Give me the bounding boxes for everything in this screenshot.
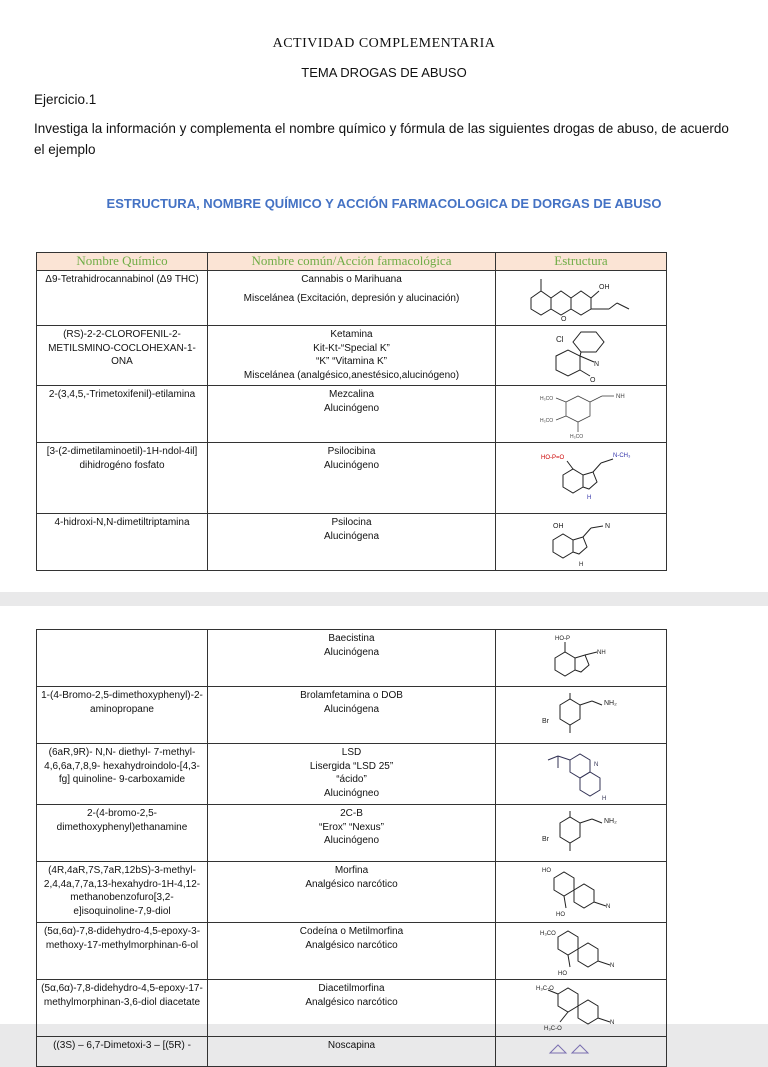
exercise-label: Ejercicio.1 bbox=[34, 92, 97, 107]
table-row bbox=[37, 1037, 667, 1067]
common-name-cell bbox=[208, 271, 496, 326]
common-name-line: Morfina bbox=[334, 865, 369, 876]
common-name-line: Cannabis o Marihuana bbox=[301, 274, 402, 285]
lsd-structure-icon bbox=[536, 746, 626, 802]
common-name-line: Baecistina bbox=[328, 633, 375, 644]
common-name-line: Alucinógena bbox=[323, 530, 380, 542]
common-name-cell bbox=[208, 386, 496, 443]
svg-text:N: N bbox=[610, 963, 615, 969]
svg-text:H₃CO: H₃CO bbox=[570, 434, 584, 440]
svg-text:H: H bbox=[602, 796, 607, 802]
svg-text:NH: NH bbox=[597, 650, 606, 656]
common-name-line: LSD bbox=[341, 747, 362, 758]
drugs-table-1 bbox=[36, 252, 667, 571]
document-subtitle: TEMA DROGAS DE ABUSO bbox=[301, 65, 467, 80]
common-name-line: Analgésico narcótico bbox=[305, 996, 398, 1008]
svg-text:H₃C-O: H₃C-O bbox=[536, 986, 554, 992]
svg-text:HO-P=O: HO-P=O bbox=[541, 455, 565, 461]
table-row bbox=[37, 805, 667, 862]
structure-cell bbox=[496, 630, 667, 687]
svg-text:OH: OH bbox=[599, 284, 610, 291]
section-title: ESTRUCTURA, NOMBRE QUÍMICO Y ACCIÓN FARMACOLOGICA DE DORGAS DE ABUSO bbox=[106, 196, 662, 211]
chemical-name-cell: 4-hidroxi-N,N-dimetiltriptamina bbox=[37, 514, 208, 571]
svg-text:H₃C-O: H₃C-O bbox=[544, 1026, 562, 1032]
dob-structure-icon bbox=[536, 689, 626, 741]
common-name-cell bbox=[208, 980, 496, 1037]
common-name-cell bbox=[208, 923, 496, 980]
common-name-line: “Erox” “Nexus” bbox=[318, 821, 384, 833]
chemical-name-cell: (RS)-2-2-CLOROFENIL-2-METILSMINO-COCLOHEXAN-1-ONA bbox=[37, 326, 208, 386]
common-name-cell bbox=[208, 805, 496, 862]
common-name-line: Analgésico narcótico bbox=[305, 939, 398, 951]
common-name-cell bbox=[208, 1037, 496, 1067]
svg-text:HO: HO bbox=[558, 971, 567, 977]
svg-text:H: H bbox=[579, 562, 584, 568]
common-name-cell bbox=[208, 443, 496, 514]
thc-structure-icon bbox=[521, 273, 641, 323]
table-row bbox=[37, 687, 667, 744]
common-name-line: Miscelánea (analgésico,anestésico,alucinógeno) bbox=[243, 369, 460, 381]
svg-text:H₃CO: H₃CO bbox=[540, 396, 554, 402]
common-name-line: Alucinógneo bbox=[323, 787, 380, 799]
chemical-name-cell: (4R,4aR,7S,7aR,12bS)-3-methyl-2,4,4a,7,7a,13-hexahydro-1H-4,12-methanobenzofuro[3,2-e]isoquinoline-7,9-diol bbox=[37, 862, 208, 923]
table-row bbox=[37, 630, 667, 687]
common-name-line: “ácido” bbox=[336, 774, 367, 785]
common-name-cell bbox=[208, 744, 496, 805]
common-name-line: “K” “Vitamina K” bbox=[316, 356, 387, 367]
structure-cell bbox=[496, 514, 667, 571]
svg-text:HO: HO bbox=[542, 868, 551, 874]
structure-cell bbox=[496, 980, 667, 1037]
common-name-line: Mezcalina bbox=[328, 389, 375, 400]
common-name-line: Alucinógena bbox=[323, 703, 380, 715]
table-row bbox=[37, 923, 667, 980]
common-name-cell bbox=[208, 514, 496, 571]
table-row bbox=[37, 744, 667, 805]
table-row bbox=[37, 326, 667, 386]
header-common-name: Nombre común/Acción farmacológica bbox=[208, 253, 496, 271]
svg-text:NH₂: NH₂ bbox=[604, 818, 617, 825]
common-name-line: Kit-Kt-“Special K” bbox=[313, 342, 390, 354]
common-name-line: Psilocina bbox=[331, 517, 372, 528]
common-name-line: Diacetilmorfina bbox=[318, 983, 385, 994]
svg-text:N: N bbox=[594, 361, 600, 368]
document-title: ACTIVIDAD COMPLEMENTARIA bbox=[272, 36, 496, 51]
svg-text:N-CH₃: N-CH₃ bbox=[613, 453, 631, 459]
svg-text:H₃CO: H₃CO bbox=[540, 418, 554, 424]
noscapine-structure-icon bbox=[536, 1039, 626, 1055]
common-name-line: Brolamfetamina o DOB bbox=[300, 690, 403, 701]
common-name-line: Psilocibina bbox=[327, 446, 376, 457]
svg-text:N: N bbox=[605, 523, 611, 530]
chemical-name-cell: (5α,6α)-7,8-didehydro-4,5-epoxy-17-methylmorphinan-3,6-diol diacetate bbox=[37, 980, 208, 1037]
common-name-line: Ketamina bbox=[330, 329, 373, 340]
svg-text:H₃CO: H₃CO bbox=[540, 931, 556, 937]
common-name-cell bbox=[208, 687, 496, 744]
structure-cell bbox=[496, 271, 667, 326]
common-name-line: Codeína o Metilmorfina bbox=[299, 926, 404, 937]
chemical-name-cell: Δ9-Tetrahidrocannabinol (Δ9 THC) bbox=[37, 271, 208, 326]
header-chemical-name: Nombre Químico bbox=[37, 253, 208, 271]
heroin-structure-icon bbox=[536, 982, 626, 1034]
svg-text:Br: Br bbox=[542, 718, 549, 725]
chemical-name-cell bbox=[37, 630, 208, 687]
chemical-name-cell: 2-(3,4,5,-Trimetoxifenil)-etilamina bbox=[37, 386, 208, 443]
structure-cell bbox=[496, 687, 667, 744]
mescaline-structure-icon bbox=[526, 388, 636, 440]
common-name-cell bbox=[208, 630, 496, 687]
svg-text:O: O bbox=[590, 377, 596, 383]
psilocybin-structure-icon bbox=[521, 445, 641, 505]
chemical-name-cell: 1-(4-Bromo-2,5-dimethoxyphenyl)-2-aminopropane bbox=[37, 687, 208, 744]
structure-cell bbox=[496, 805, 667, 862]
svg-text:O: O bbox=[561, 316, 567, 323]
common-name-line: Miscelánea (Excitación, depresión y alucinación) bbox=[243, 292, 460, 304]
table-row bbox=[37, 271, 667, 326]
drugs-table-2 bbox=[36, 629, 667, 1067]
table-row bbox=[37, 443, 667, 514]
table-row bbox=[37, 862, 667, 923]
chemical-name-cell: [3-(2-dimetilaminoetil)-1H-ndol-4il] dihidrogéno fosfato bbox=[37, 443, 208, 514]
ketamine-structure-icon bbox=[526, 328, 636, 383]
common-name-line: Alucinógeno bbox=[323, 459, 380, 471]
structure-cell bbox=[496, 862, 667, 923]
psilocin-structure-icon bbox=[531, 516, 631, 568]
svg-text:HO-P: HO-P bbox=[555, 636, 570, 642]
table-row bbox=[37, 980, 667, 1037]
svg-text:N: N bbox=[594, 762, 599, 768]
common-name-line: Lisergida “LSD 25” bbox=[309, 760, 394, 772]
svg-text:H: H bbox=[587, 495, 592, 501]
chemical-name-cell: (6aR,9R)- N,N- diethyl- 7-methyl-4,6,6a,7,8,9- hexahydroindolo-[4,3-fg] quinoline- 9-carboxamide bbox=[37, 744, 208, 805]
common-name-line: Analgésico narcótico bbox=[305, 878, 398, 890]
common-name-line: Alucinógeno bbox=[323, 835, 380, 846]
common-name-cell bbox=[208, 862, 496, 923]
table-row bbox=[37, 514, 667, 571]
structure-cell bbox=[496, 326, 667, 386]
table-header-row bbox=[37, 253, 667, 271]
svg-text:N: N bbox=[610, 1020, 615, 1026]
common-name-line: 2C-B bbox=[340, 808, 363, 819]
svg-text:N: N bbox=[606, 904, 611, 910]
chemical-name-cell: ((3S) – 6,7-Dimetoxi-3 – [(5R) - bbox=[37, 1037, 208, 1067]
common-name-line: Alucinógena bbox=[323, 646, 380, 658]
common-name-line: Noscapina bbox=[327, 1040, 376, 1051]
common-name-cell bbox=[208, 326, 496, 386]
svg-text:NH: NH bbox=[616, 394, 625, 400]
svg-text:Cl: Cl bbox=[556, 335, 564, 344]
svg-text:HO: HO bbox=[556, 912, 565, 918]
svg-text:Br: Br bbox=[542, 836, 549, 843]
chemical-name-cell: 2-(4-bromo-2,5-dimethoxyphenyl)ethanamine bbox=[37, 805, 208, 862]
chemical-name-cell: (5α,6α)-7,8-didehydro-4,5-epoxy-3-methoxy-17-methylmorphinan-6-ol bbox=[37, 923, 208, 980]
codeine-structure-icon bbox=[536, 925, 626, 977]
morphine-structure-icon bbox=[536, 864, 626, 920]
svg-text:OH: OH bbox=[553, 523, 564, 530]
structure-cell bbox=[496, 744, 667, 805]
structure-cell bbox=[496, 386, 667, 443]
structure-cell bbox=[496, 443, 667, 514]
2cb-structure-icon bbox=[536, 807, 626, 859]
common-name-line: Alucinógeno bbox=[323, 402, 380, 414]
structure-cell bbox=[496, 1037, 667, 1067]
structure-cell bbox=[496, 923, 667, 980]
instruction-text: Investiga la información y complementa el nombre químico y fórmula de las siguientes drogas de abuso, de acuerdo el ejemplo bbox=[34, 121, 729, 157]
header-structure: Estructura bbox=[496, 253, 667, 271]
table-row bbox=[37, 386, 667, 443]
svg-text:NH₂: NH₂ bbox=[604, 700, 617, 707]
baeocystin-structure-icon bbox=[541, 632, 621, 684]
